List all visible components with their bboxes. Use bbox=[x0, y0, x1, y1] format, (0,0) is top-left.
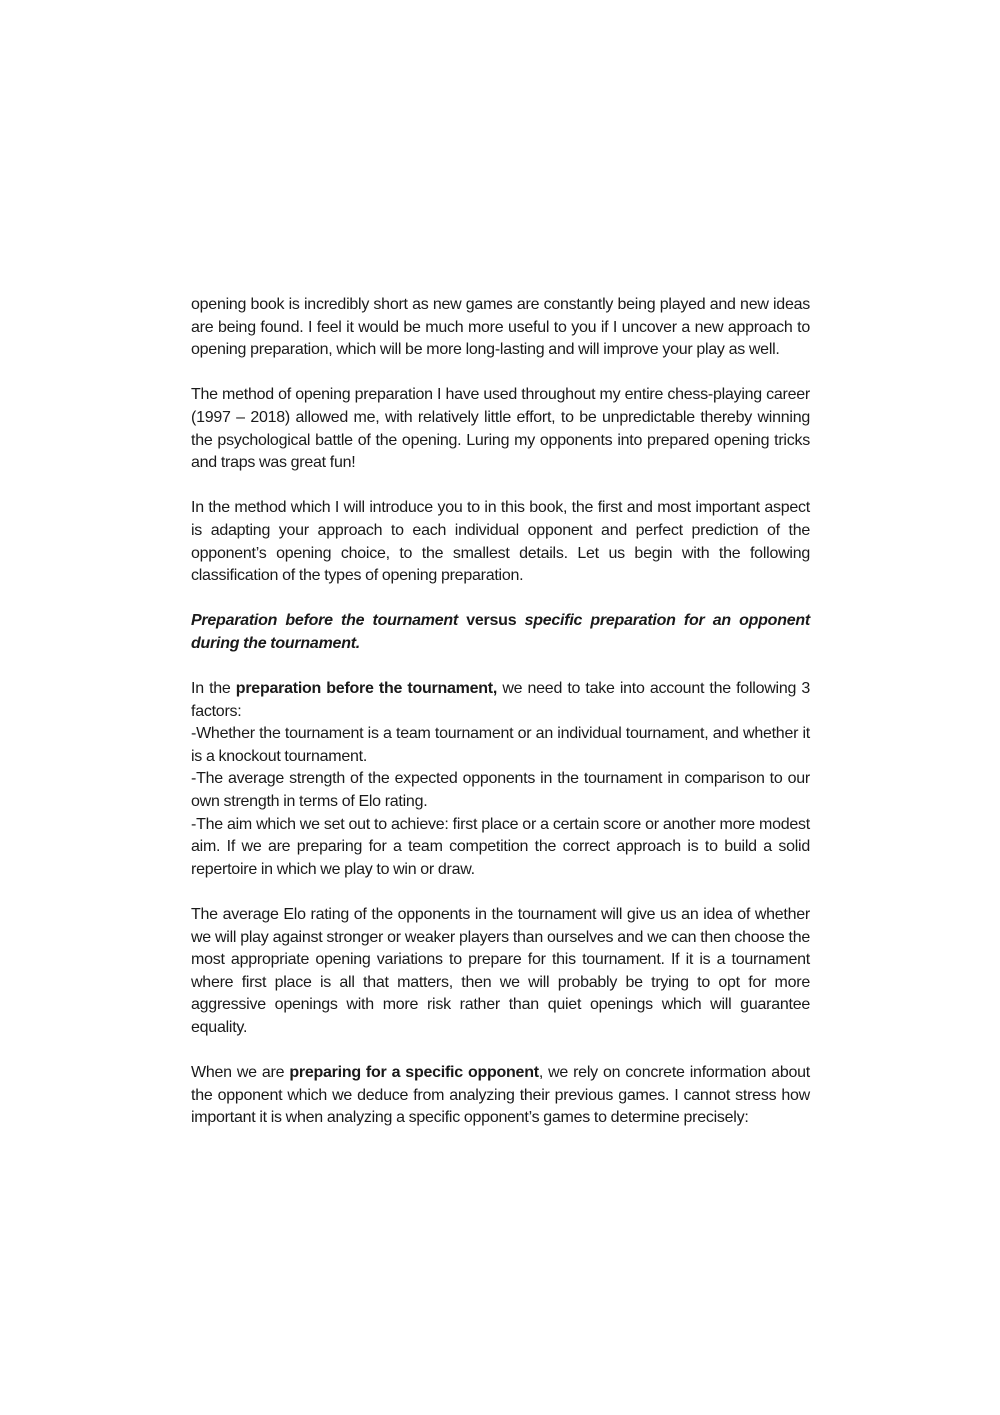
specific-before: When we are bbox=[191, 1064, 290, 1082]
paragraph-text: opening book is incredibly short as new games are constantly being played and new ideas are being found. I feel it would be much more useful to you if I uncover a new approach to opening preparation, which will be more long-lasting and will improve your play as well. bbox=[191, 296, 810, 359]
factor-item-1: -Whether the tournament is a team tournament or an individual tournament, and whether it is a knockout tournament. bbox=[191, 725, 810, 765]
section-heading bbox=[191, 610, 810, 655]
paragraph-text: In the method which I will introduce you to in this book, the first and most important aspect is adapting your approach to each individual opponent and perfect prediction of the opponent’s opening choice, to the smallest details. Let us begin with the following classification of the types of opening preparation. bbox=[191, 499, 810, 585]
factors-intro-bold: preparation before the tournament, bbox=[235, 680, 498, 698]
paragraph-text: The average Elo rating of the opponents in the tournament will give us an idea of whether we will play against stronger or weaker players than ourselves and we can then choose the most appropriate opening variations to prepare for this tournament. If it is a tournament where first place is all that matters, then we will probably be trying to opt for more aggressive openings with more risk rather than quiet openings which will guarantee equality. bbox=[191, 906, 810, 1036]
paragraph-opening-book bbox=[191, 294, 810, 362]
heading-part-1: Preparation before the tournament bbox=[191, 612, 459, 630]
heading-part-3: specific preparation for an opponent during the tournament. bbox=[191, 612, 810, 652]
heading-versus: versus bbox=[458, 612, 525, 630]
paragraph-approach bbox=[191, 497, 810, 587]
factors-intro-after: we need to take into account the following 3 factors: bbox=[191, 680, 810, 720]
specific-bold: preparing for a specific opponent bbox=[289, 1064, 539, 1082]
paragraph-method bbox=[191, 384, 810, 474]
paragraph-elo-rating bbox=[191, 904, 810, 1040]
factor-item-3: -The aim which we set out to achieve: first place or a certain score or another more modest aim. If we are preparing for a team competition the correct approach is to build a solid repertoire in which we play to win or draw. bbox=[191, 815, 810, 878]
paragraph-text: The method of opening preparation I have used throughout my entire chess-playing career (1997 – 2018) allowed me, with relatively little effort, to be unpredictable thereby winning the psychological battle of the opening. Luring my opponents into prepared opening tricks and traps was great fun! bbox=[191, 386, 810, 472]
paragraph-specific-opponent bbox=[191, 1062, 810, 1130]
text-column bbox=[191, 294, 810, 1130]
factors-intro-before: In the bbox=[191, 680, 236, 698]
paragraph-factors bbox=[191, 678, 810, 881]
specific-after: , we rely on concrete information about the opponent which we deduce from analyzing their previous games. I cannot stress how important it is when analyzing a specific opponent’s games to determine precisely: bbox=[191, 1064, 810, 1127]
factor-item-2: -The average strength of the expected opponents in the tournament in comparison to our own strength in terms of Elo rating. bbox=[191, 770, 810, 811]
factors-intro bbox=[191, 678, 810, 723]
